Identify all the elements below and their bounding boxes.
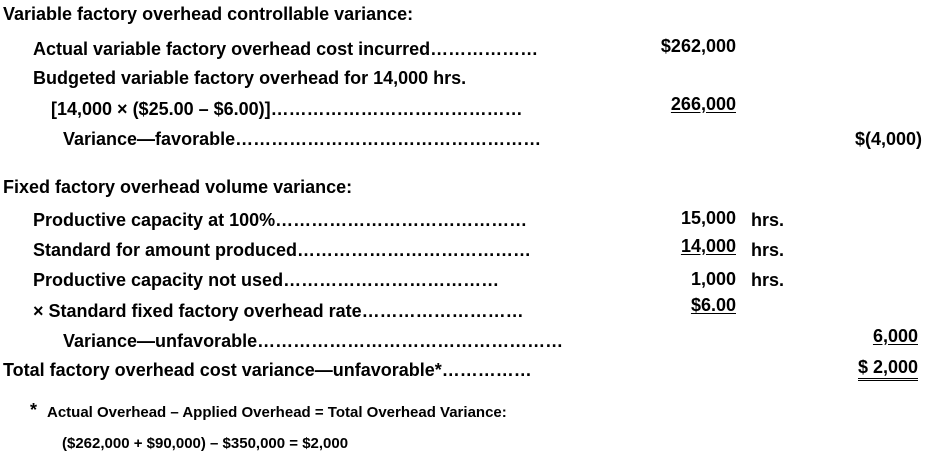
footnote-line-2: ($262,000 + $90,000) – $350,000 = $2,000 — [62, 435, 349, 452]
variable-variance-heading: Variable factory overhead controllable variance: — [3, 4, 414, 24]
standard-rate-value — [668, 296, 736, 314]
favorable-variance-amount: $(4,000) — [854, 129, 922, 149]
standard-rate-value-text: $6.00 — [690, 295, 736, 315]
standard-amount-value — [640, 237, 736, 255]
productive-capacity-value: 15,000 — [680, 208, 736, 228]
productive-capacity-label: Productive capacity at 100%…………………………………… — [33, 210, 528, 230]
unfavorable-variance-label: Variance—unfavorable…………………………………………… — [63, 331, 564, 351]
footnote-marker: * — [30, 400, 38, 420]
standard-rate-label: × Standard fixed factory overhead rate……………………… — [33, 301, 524, 321]
unfavorable-variance-amount-text: 6,000 — [872, 326, 918, 346]
capacity-not-used-unit: hrs. — [751, 270, 785, 290]
favorable-variance-label: Variance—favorable…………………………………………… — [63, 129, 542, 149]
budgeted-overhead-label: Budgeted variable factory overhead for 14,000 hrs. — [33, 68, 467, 88]
capacity-not-used-label: Productive capacity not used……………………………… — [33, 270, 500, 290]
total-variance-amount-text: $ 2,000 — [858, 357, 918, 381]
standard-amount-label: Standard for amount produced………………………………… — [33, 240, 532, 260]
total-variance-amount — [840, 358, 918, 376]
unfavorable-variance-amount — [840, 327, 918, 345]
budgeted-overhead-amount-text: 266,000 — [670, 94, 736, 114]
productive-capacity-unit: hrs. — [751, 210, 785, 230]
actual-cost-label: Actual variable factory overhead cost incurred……………… — [33, 39, 539, 59]
total-variance-label: Total factory overhead cost variance—unfavorable*…………… — [3, 360, 532, 380]
budgeted-calculation-label: [14,000 × ($25.00 – $6.00)]…………………………………… — [51, 99, 523, 119]
footnote-line-1: Actual Overhead – Applied Overhead = Total Overhead Variance: — [47, 404, 507, 421]
budgeted-overhead-amount — [647, 95, 736, 113]
fixed-variance-heading: Fixed factory overhead volume variance: — [3, 177, 353, 197]
standard-amount-value-text: 14,000 — [680, 236, 736, 256]
actual-cost-amount: $262,000 — [660, 36, 736, 56]
standard-amount-unit: hrs. — [751, 240, 785, 260]
capacity-not-used-value: 1,000 — [690, 269, 736, 289]
